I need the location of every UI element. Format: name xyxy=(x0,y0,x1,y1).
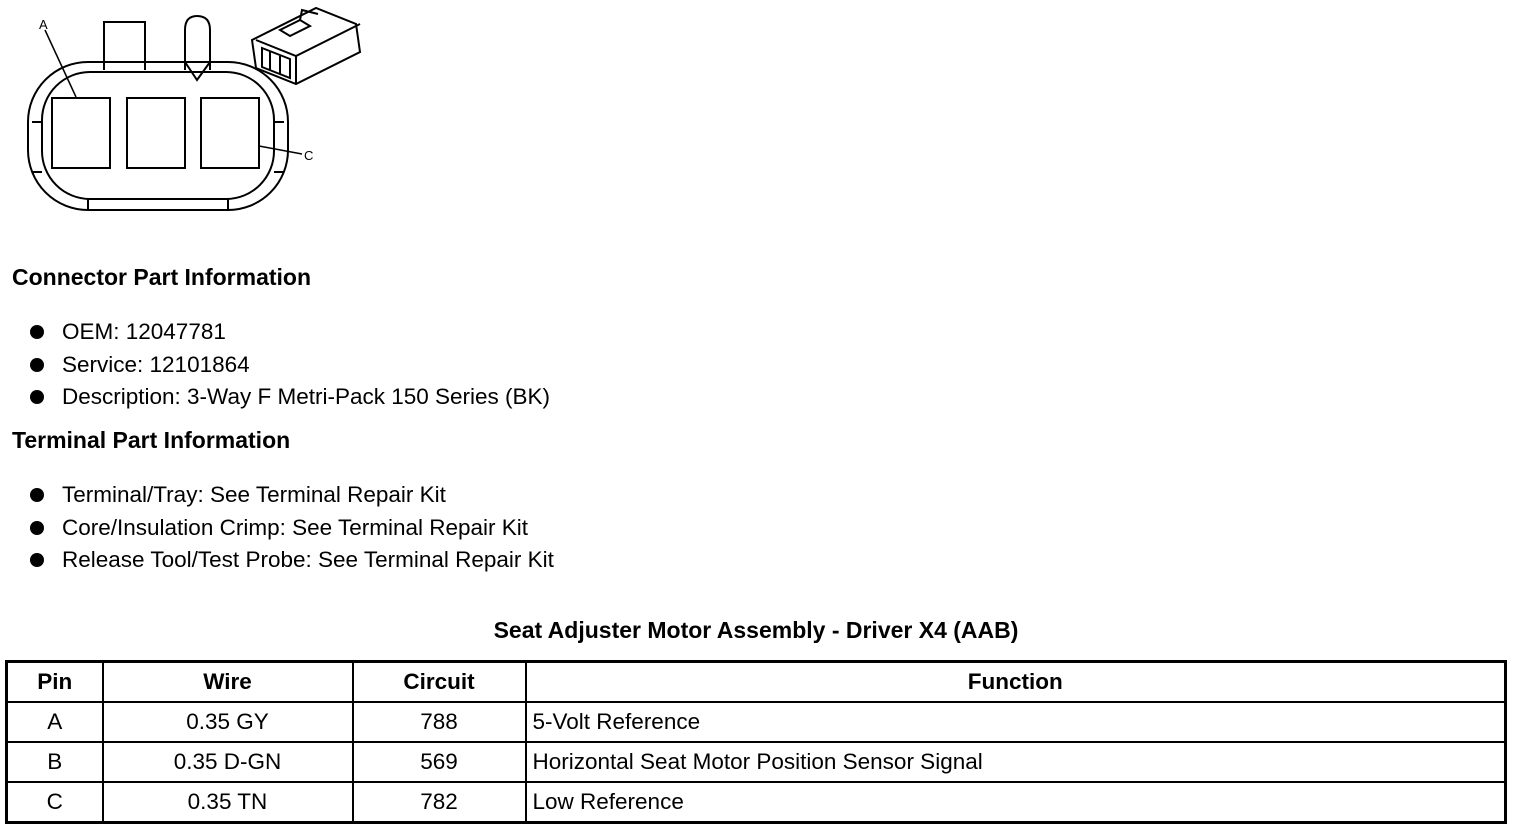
column-header-circuit: Circuit xyxy=(353,662,526,703)
column-header-function: Function xyxy=(526,662,1506,703)
cavity-b xyxy=(127,98,185,168)
table-row xyxy=(7,742,1506,782)
list-item xyxy=(30,381,550,414)
connector-key-tab xyxy=(185,16,210,80)
bullet-icon xyxy=(30,358,44,372)
cell-pin: B xyxy=(7,742,103,782)
pin-label-a: A xyxy=(39,17,48,32)
list-item xyxy=(30,512,554,545)
table-title: Seat Adjuster Motor Assembly - Driver X4 (AAB) xyxy=(493,617,1019,643)
crimp-info: Core/Insulation Crimp: See Terminal Repair Kit xyxy=(62,514,529,540)
list-item xyxy=(30,544,554,577)
table-row xyxy=(7,782,1506,823)
connector-part-list xyxy=(30,316,550,414)
list-item xyxy=(30,316,550,349)
column-header-wire: Wire xyxy=(103,662,353,703)
terminal-part-list xyxy=(30,479,554,577)
column-header-pin: Pin xyxy=(7,662,103,703)
cavity-c xyxy=(201,98,259,168)
cell-pin: C xyxy=(7,782,103,823)
cell-pin: A xyxy=(7,702,103,742)
list-item xyxy=(30,479,554,512)
cell-wire: 0.35 GY xyxy=(103,702,353,742)
connector-diagram xyxy=(0,0,380,225)
cavity-a xyxy=(52,98,110,168)
cell-function: 5-Volt Reference xyxy=(526,702,1506,742)
release-tool-info: Release Tool/Test Probe: See Terminal Repair Kit xyxy=(62,547,554,573)
list-item xyxy=(30,349,550,382)
service-part-number: Service: 12101864 xyxy=(62,351,250,377)
pinout-table xyxy=(5,660,1507,824)
connector-part-heading: Connector Part Information xyxy=(12,264,312,290)
connector-housing xyxy=(28,62,288,210)
bullet-icon xyxy=(30,325,44,339)
bullet-icon xyxy=(30,390,44,404)
connector-description: Description: 3-Way F Metri-Pack 150 Series (BK) xyxy=(62,384,551,410)
cell-wire: 0.35 D-GN xyxy=(103,742,353,782)
cell-function: Low Reference xyxy=(526,782,1506,823)
oem-part-number: OEM: 12047781 xyxy=(62,319,226,344)
pin-label-c: C xyxy=(304,148,314,163)
connector-thumbnail xyxy=(252,8,360,84)
terminal-part-heading: Terminal Part Information xyxy=(12,427,291,453)
bullet-icon xyxy=(30,488,44,502)
cell-function: Horizontal Seat Motor Position Sensor Signal xyxy=(526,742,1506,782)
bullet-icon xyxy=(30,553,44,567)
cell-circuit: 788 xyxy=(353,702,526,742)
terminal-tray-info: Terminal/Tray: See Terminal Repair Kit xyxy=(62,482,446,507)
bullet-icon xyxy=(30,521,44,535)
cell-circuit: 569 xyxy=(353,742,526,782)
cell-wire: 0.35 TN xyxy=(103,782,353,823)
table-row xyxy=(7,702,1506,742)
cell-circuit: 782 xyxy=(353,782,526,823)
table-header-row xyxy=(7,662,1506,703)
